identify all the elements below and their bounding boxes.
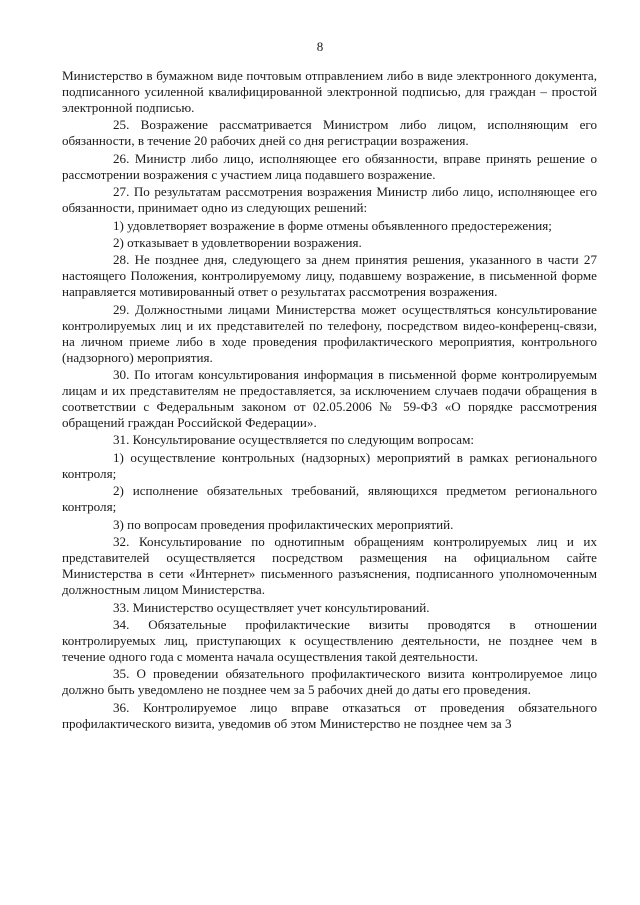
- paragraph-34: 34. Обязательные профилактические визиты проводятся в отношении контролируемых лиц, приступающих к осуществлению деятельности, не позднее чем в течение одного года с момента начала осуществления такой деятельности.: [62, 616, 597, 664]
- list-item-27-1: 1) удовлетворяет возражение в форме отмены объявленного предостережения;: [113, 217, 552, 233]
- paragraph-continuation: Министерство в бумажном виде почтовым отправлением либо в виде электронного документа, подписанного усиленной квалифицированной электронной подписью, для граждан – простой электронной подписью.: [62, 68, 597, 115]
- paragraph-28: 28. Не позднее дня, следующего за днем принятия решения, указанного в части 27 настоящего Положения, контролируемому лицу, подавшему возражение, в письменной форме направляется мотивированный ответ о результатах рассмотрения возражения.: [62, 252, 597, 300]
- paragraph-29: 29. Должностными лицами Министерства может осуществляться консультирование контролируемых лиц и их представителей по телефону, посредством видео-конференц-связи, на личном приеме либо в ходе проведения профилактического мероприятия, контрольного (надзорного) мероприятия.: [62, 301, 597, 365]
- list-item-31-3: 3) по вопросам проведения профилактических мероприятий.: [113, 516, 454, 532]
- document-body: [62, 68, 597, 732]
- paragraph-27: 27. По результатам рассмотрения возражения Министр либо лицо, исполняющее его обязанности, принимает одно из следующих решений:: [62, 184, 597, 216]
- paragraph-33: 33. Министерство осуществляет учет консультирований.: [113, 599, 430, 615]
- list-item-27-2: 2) отказывает в удовлетворении возражения.: [113, 235, 362, 251]
- paragraph-36: 36. Контролируемое лицо вправе отказаться от проведения обязательного профилактического визита, уведомив об этом Министерство не позднее чем за 3: [62, 699, 597, 731]
- paragraph-35: 35. О проведении обязательного профилактического визита контролируемое лицо должно быть уведомлено не позднее чем за 5 рабочих дней до даты его проведения.: [62, 666, 597, 698]
- paragraph-32: 32. Консультирование по однотипным обращениям контролируемых лиц и их представителей осуществляется посредством размещения на официальном сайте Министерства в сети «Интернет» письменного разъяснения, подписанного уполномоченным должностным лицом Министерства.: [62, 534, 597, 598]
- list-item-31-2: 2) исполнение обязательных требований, являющихся предметом регионального контроля;: [62, 483, 597, 515]
- list-item-31-1: 1) осуществление контрольных (надзорных) мероприятий в рамках регионального контроля;: [62, 449, 597, 481]
- paragraph-26: 26. Министр либо лицо, исполняющее его обязанности, вправе принять решение о рассмотрении возражения с участием лица подавшего возражение.: [62, 150, 597, 182]
- page-number: 8: [316, 39, 324, 54]
- paragraph-30: 30. По итогам консультирования информация в письменной форме контролируемым лицам и их представителям не предоставляется, за исключением случаев подачи обращения в соответствии с Федеральным законом от 02.05.2006 № 59-ФЗ «О порядке рассмотрения обращений граждан Российской Федерации».: [62, 367, 597, 431]
- paragraph-25: 25. Возражение рассматривается Министром либо лицом, исполняющим его обязанности, в течение 20 рабочих дней со дня регистрации возражения.: [62, 117, 597, 149]
- paragraph-31: 31. Консультирование осуществляется по следующим вопросам:: [113, 432, 475, 448]
